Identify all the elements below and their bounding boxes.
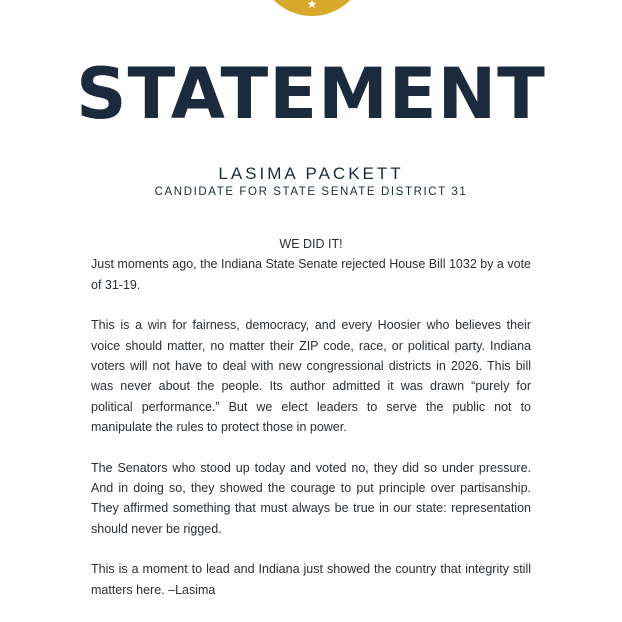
statement-paragraph: Just moments ago, the Indiana State Senate rejected House Bill 1032 by a vote of 31-19.: [91, 257, 531, 292]
statement-paragraph: This is a win for fairness, democracy, and every Hoosier who believes their voice should matter, no matter their ZIP code, race, or political party. Indiana voters will not have to deal with new congressional districts in 2026. This bill was never about the people. Its author admitted it was drawn “purely for political performance.” But we elect leaders to serve the public not to manipulate the rules to protect those in power.: [91, 318, 531, 435]
statement-paragraph: The Senators who stood up today and voted no, they did so under pressure. And in doing so, they showed the courage to put principle over partisanship. They affirmed something that must always be true in our state: representation should never be rigged.: [91, 460, 531, 536]
candidate-name: LASIMA PACKETT: [218, 164, 404, 183]
campaign-seal: [258, 0, 366, 16]
statement-body: [91, 234, 531, 620]
statement-intro: WE DID IT!: [279, 237, 343, 251]
star-icon: ★: [306, 0, 318, 11]
page-title: STATEMENT: [76, 53, 546, 135]
statement-paragraph: This is a moment to lead and Indiana just showed the country that integrity still matters here. –Lasima: [91, 562, 531, 597]
candidate-subtitle: CANDIDATE FOR STATE SENATE DISTRICT 31: [154, 186, 468, 198]
